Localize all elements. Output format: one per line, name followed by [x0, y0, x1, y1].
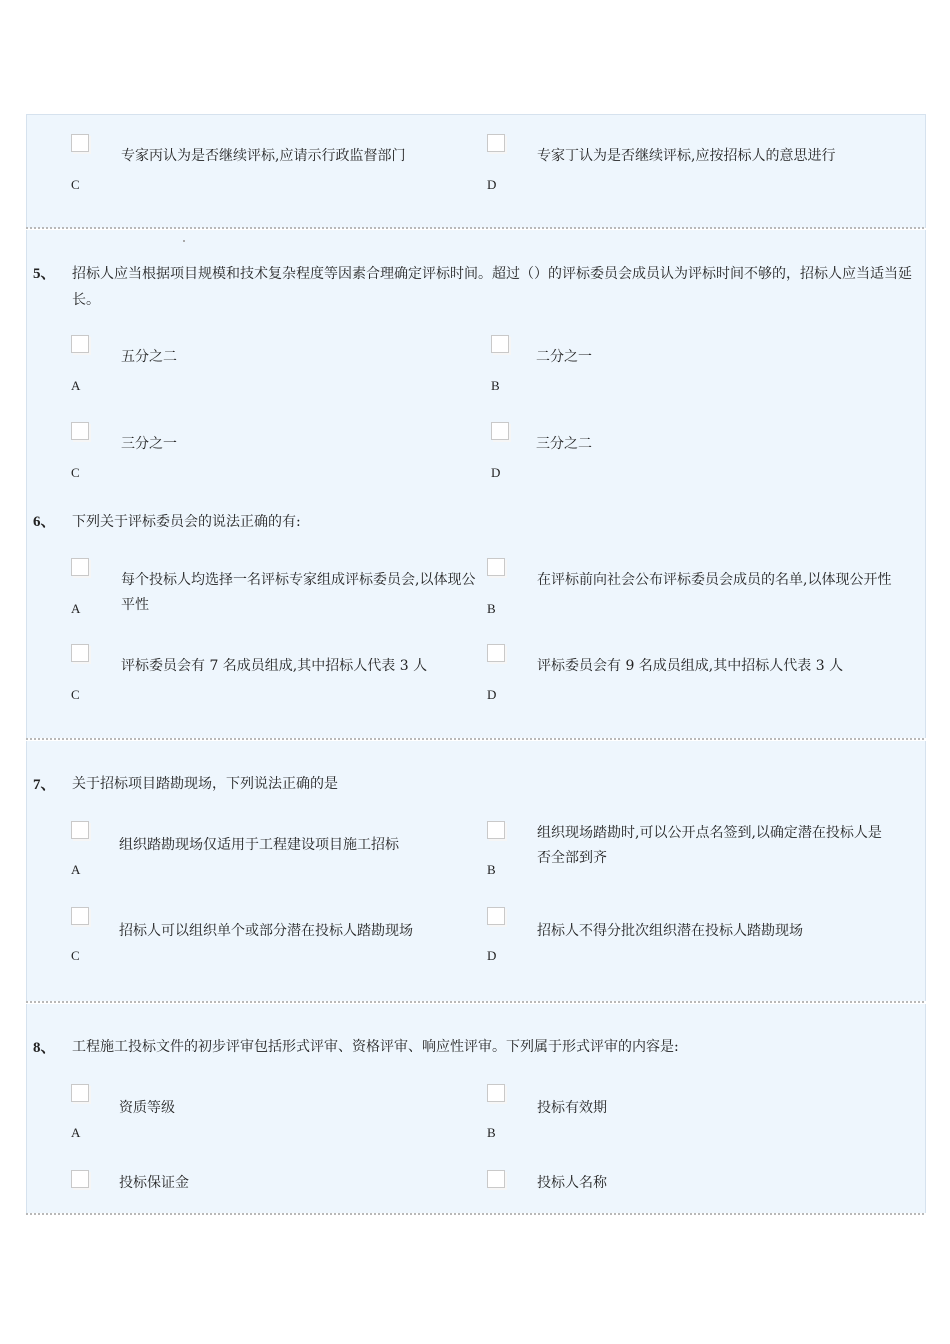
option-text: 组织现场踏勘时,可以公开点名签到,以确定潜在投标人是否全部到齐 — [537, 825, 882, 866]
option-checkbox[interactable] — [71, 907, 89, 925]
option-d[interactable] — [491, 422, 891, 502]
option-checkbox[interactable] — [71, 134, 89, 152]
option-text: 评标委员会有 9 名成员组成,其中招标人代表 3 人 — [537, 658, 844, 674]
option-letter: C — [71, 177, 80, 192]
option-checkbox[interactable] — [491, 335, 509, 353]
option-letter: C — [71, 687, 80, 702]
option-text: 二分之一 — [536, 349, 592, 365]
option-text: 招标人不得分批次组织潜在投标人踏勘现场 — [537, 923, 803, 939]
option-c[interactable] — [71, 644, 471, 724]
option-text: 招标人可以组织单个或部分潜在投标人踏勘现场 — [119, 923, 413, 939]
option-letter: B — [487, 862, 496, 877]
option-text: 专家丁认为是否继续评标,应按招标人的意思进行 — [537, 148, 836, 164]
option-text: 在评标前向社会公布评标委员会成员的名单,以体现公开性 — [537, 572, 892, 588]
option-text: 三分之二 — [536, 436, 592, 452]
option-letter: A — [71, 862, 81, 877]
option-checkbox[interactable] — [487, 644, 505, 662]
option-checkbox[interactable] — [487, 558, 505, 576]
option-text: 五分之二 — [121, 349, 177, 365]
option-text: 投标人名称 — [537, 1175, 607, 1191]
option-c[interactable] — [71, 422, 471, 502]
option-letter: B — [487, 1125, 496, 1140]
option-letter: B — [487, 601, 496, 616]
option-checkbox[interactable] — [71, 1084, 89, 1102]
option-text: 投标保证金 — [119, 1175, 189, 1191]
option-letter: D — [487, 948, 497, 963]
option-b[interactable] — [487, 821, 887, 901]
question-text: 下列关于评标委员会的说法正确的有: — [72, 514, 301, 530]
option-a[interactable] — [71, 335, 471, 415]
option-checkbox[interactable] — [71, 558, 89, 576]
option-a[interactable] — [71, 1084, 471, 1164]
option-c[interactable] — [71, 907, 471, 987]
separator — [26, 1001, 924, 1003]
option-b[interactable] — [487, 1084, 887, 1164]
option-checkbox[interactable] — [487, 134, 505, 152]
option-text: 专家丙认为是否继续评标,应请示行政监督部门 — [121, 148, 406, 164]
separator — [26, 1213, 924, 1215]
option-a[interactable] — [71, 821, 471, 901]
question-number: 6、 — [33, 514, 56, 530]
option-checkbox[interactable] — [71, 1170, 89, 1188]
question-number: 8、 — [33, 1040, 56, 1056]
option-b[interactable] — [491, 335, 891, 415]
option-checkbox[interactable] — [487, 821, 505, 839]
option-d[interactable] — [487, 134, 887, 214]
option-d[interactable] — [487, 907, 887, 987]
option-letter: D — [487, 687, 497, 702]
option-text: 评标委员会有 7 名成员组成,其中招标人代表 3 人 — [121, 658, 428, 674]
option-text: 三分之一 — [121, 436, 177, 452]
option-b[interactable] — [487, 558, 892, 638]
option-letter: A — [71, 378, 81, 393]
option-d[interactable] — [487, 1170, 887, 1210]
option-letter: D — [491, 465, 501, 480]
decorative-dot — [183, 240, 185, 242]
option-d[interactable] — [487, 644, 887, 724]
option-letter: C — [71, 465, 80, 480]
separator — [26, 738, 924, 740]
option-checkbox[interactable] — [71, 335, 89, 353]
option-text: 资质等级 — [119, 1100, 175, 1116]
option-letter: C — [71, 948, 80, 963]
option-text: 组织踏勘现场仅适用于工程建设项目施工招标 — [119, 837, 399, 853]
option-checkbox[interactable] — [71, 422, 89, 440]
option-checkbox[interactable] — [487, 907, 505, 925]
question-number: 7、 — [33, 777, 56, 793]
question-text: 招标人应当根据项目规模和技术复杂程度等因素合理确定评标时间。超过（）的评标委员会成员认为评标时间不够的，招标人应当适当延长。 — [72, 266, 912, 308]
option-letter: B — [491, 378, 500, 393]
option-text: 每个投标人均选择一名评标专家组成评标委员会,以体现公平性 — [121, 572, 476, 613]
option-checkbox[interactable] — [491, 422, 509, 440]
option-letter: A — [71, 601, 81, 616]
option-c[interactable] — [71, 134, 471, 214]
option-letter: D — [487, 177, 497, 192]
option-checkbox[interactable] — [71, 821, 89, 839]
question-number: 5、 — [33, 266, 56, 282]
option-checkbox[interactable] — [487, 1170, 505, 1188]
option-c[interactable] — [71, 1170, 471, 1210]
option-letter: A — [71, 1125, 81, 1140]
option-checkbox[interactable] — [71, 644, 89, 662]
option-a[interactable] — [71, 558, 476, 638]
separator — [26, 227, 924, 229]
option-checkbox[interactable] — [487, 1084, 505, 1102]
question-text: 工程施工投标文件的初步评审包括形式评审、资格评审、响应性评审。下列属于形式评审的内容是: — [72, 1039, 679, 1055]
question-text: 关于招标项目踏勘现场，下列说法正确的是 — [72, 776, 338, 792]
option-text: 投标有效期 — [537, 1100, 607, 1116]
